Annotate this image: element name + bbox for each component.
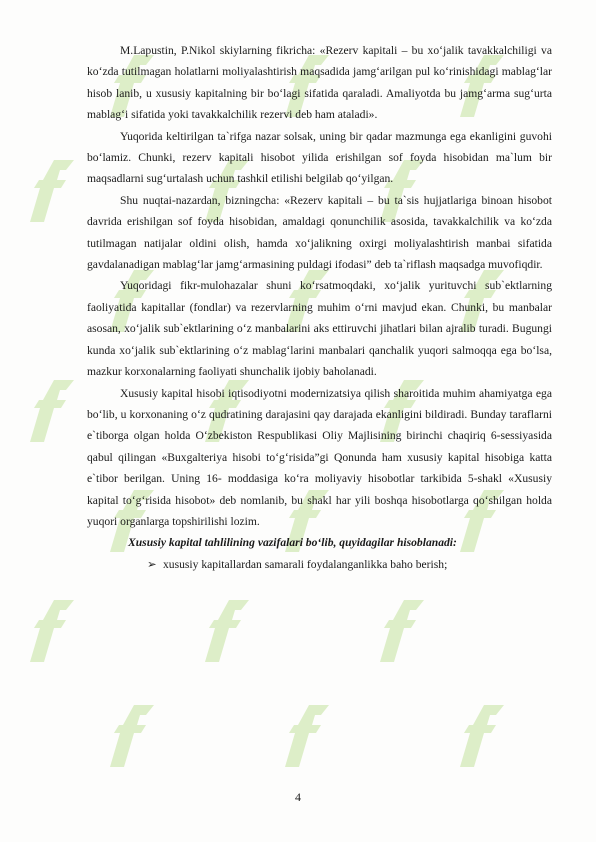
paragraph: M.Lapustin, P.Nikol skiylarning fikricha: «Rezerv kapitali – bu xo‘jalik tavakkalchiligi va ko‘zda tutilmagan holatlarni moliyalashtirish maqsadida jamg‘arilgan pul ko‘rinishidagi mablag‘lar hisob lanib, u xususiy kapitalning bir bo‘lagi sifatida qaraladi. Amaliyotda bu jamg‘arma sug‘urta mablag‘i sifatida yoki tavakkalchilik rezervi deb ham ataladi». bbox=[87, 44, 552, 122]
paragraph: Yuqoridagi fikr-mulohazalar shuni ko‘rsatmoqdaki, xo‘jalik yurituvchi sub`ektlarning faoliyatida kapitallar (fondlar) va rezervlarning muhim o‘rni mavjud ekan. Chunki, bu manbalar asosan, xo‘jalik sub`ektlarining o‘z manbalarini aks ettiruvchi jihatlari bilan ajralib turadi. Bugungi kunda xo‘jalik sub`ektlarining o‘z mablag‘larini manbalari qanchalik yuqori salmoqqa ega bo‘lsa, mazkur korxonalarning faoliyati shunchalik ijobiy baholanadi. bbox=[87, 279, 552, 379]
bullet-text: xususiy kapitallardan samarali foydalanganlikka baho berish; bbox=[163, 557, 448, 571]
page-number: 4 bbox=[295, 790, 301, 804]
paragraph: Xususiy kapital hisobi iqtisodiyotni modernizatsiya qilish sharoitida muhim ahamiyatga ega bo‘lib, u korxonaning o‘z qudratining darajasini qay darajada ekanligini bildiradi. Bunday taraflarni e`tiborga olgan holda O‘zbekiston Respublikasi Oliy Majlisining birinchi chaqiriq 6-sessiyasida qabul qilingan «Buxgalteriya hisobi to‘g‘risida”gi Qonunda ham xususiy kapital hisobiga katta e`tibor berilgan. Uning 16- moddasiga ko‘ra moliyaviy hisobotlar tarkibida 5-shakl «Xususiy kapital to‘g‘risida hisobot» deb nomlanib, bu shakl har yili boshqa hisobotlarga qo‘shilgan holda yuqori organlarga topshirilishi lozim. bbox=[87, 386, 552, 528]
paragraph: Shu nuqtai-nazardan, bizningcha: «Rezerv kapitali – bu ta`sis hujjatlariga binoan hisobot davrida erishilgan sof foyda hisobidan, amaldagi qonunchilik asosida, tavakkalchilik va ko‘zda tutilmagan natijalar oldini olish, hamda xo‘jalikning oxirgi moliyalashtirish manbai sifatida gavdalanadigan mablag‘lar jamg‘armasining puldagi ifodasi” deb ta`riflash maqsadga muvofiqdir. bbox=[87, 193, 552, 272]
document-body bbox=[87, 40, 552, 575]
arrow-bullet-icon: ➢ bbox=[147, 557, 157, 571]
section-heading: Xususiy kapital tahlilining vazifalari bo‘lib, quyidagilar hisoblanadi: bbox=[128, 536, 457, 550]
paragraph: Yuqorida keltirilgan ta`rifga nazar solsak, uning bir qadar mazmunga ega ekanligini guvohi bo‘lamiz. Chunki, rezerv kapitali hisobot yilida erishilgan sof foyda hisobidan ma`lum bir maqsadlarni sug‘urtalash uchun tashkil etilishi belgilab qo‘yilgan. bbox=[87, 129, 552, 186]
bullet-item bbox=[147, 554, 552, 575]
